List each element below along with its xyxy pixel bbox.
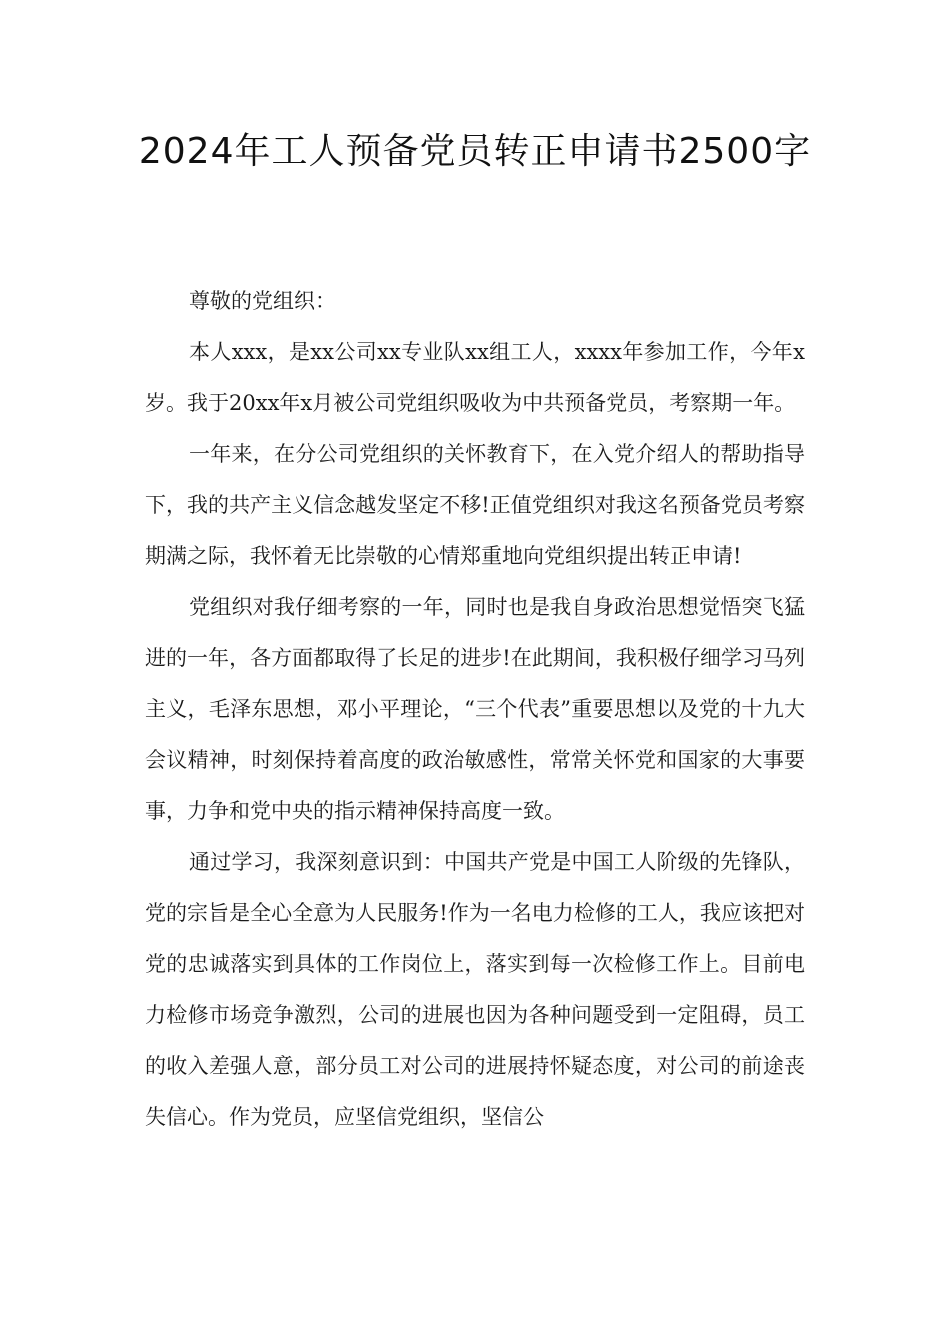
paragraph-belief: 一年来，在分公司党组织的关怀教育下，在入党介绍人的帮助指导下，我的共产主义信念越发坚定不移!正值党组织对我这名预备党员考察期满之际，我怀着无比崇敬的心情郑重地向党组织提出转正申请!	[145, 442, 805, 568]
paragraph-work: 通过学习，我深刻意识到：中国共产党是中国工人阶级的先锋队，党的宗旨是全心全意为人民服务!作为一名电力检修的工人，我应该把对党的忠诚落实到具体的工作岗位上，落实到每一次检修工作上。目前电力检修市场竞争激烈，公司的进展也因为各种问题受到一定阻碍，员工的收入差强人意，部分员工对公司的进展持怀疑态度，对公司的前途丧失信心。作为党员，应坚信党组织，坚信公	[145, 850, 805, 1129]
document-title: 2024年工人预备党员转正申请书2500字	[138, 131, 812, 172]
salutation: 尊敬的党组织：	[189, 289, 336, 313]
paragraph-intro: 本人xxx，是xx公司xx专业队xx组工人，xxxx年参加工作，今年x岁。我于20xx年x月被公司党组织吸收为中共预备党员，考察期一年。	[145, 340, 805, 415]
paragraph-study: 党组织对我仔细考察的一年，同时也是我自身政治思想觉悟突飞猛进的一年，各方面都取得了长足的进步!在此期间，我积极仔细学习马列主义，毛泽东思想，邓小平理论，“三个代表”重要思想以及党的十九大会议精神，时刻保持着高度的政治敏感性，常常关怀党和国家的大事要事，力争和党中央的指示精神保持高度一致。	[145, 595, 805, 823]
document-body	[145, 276, 805, 1143]
